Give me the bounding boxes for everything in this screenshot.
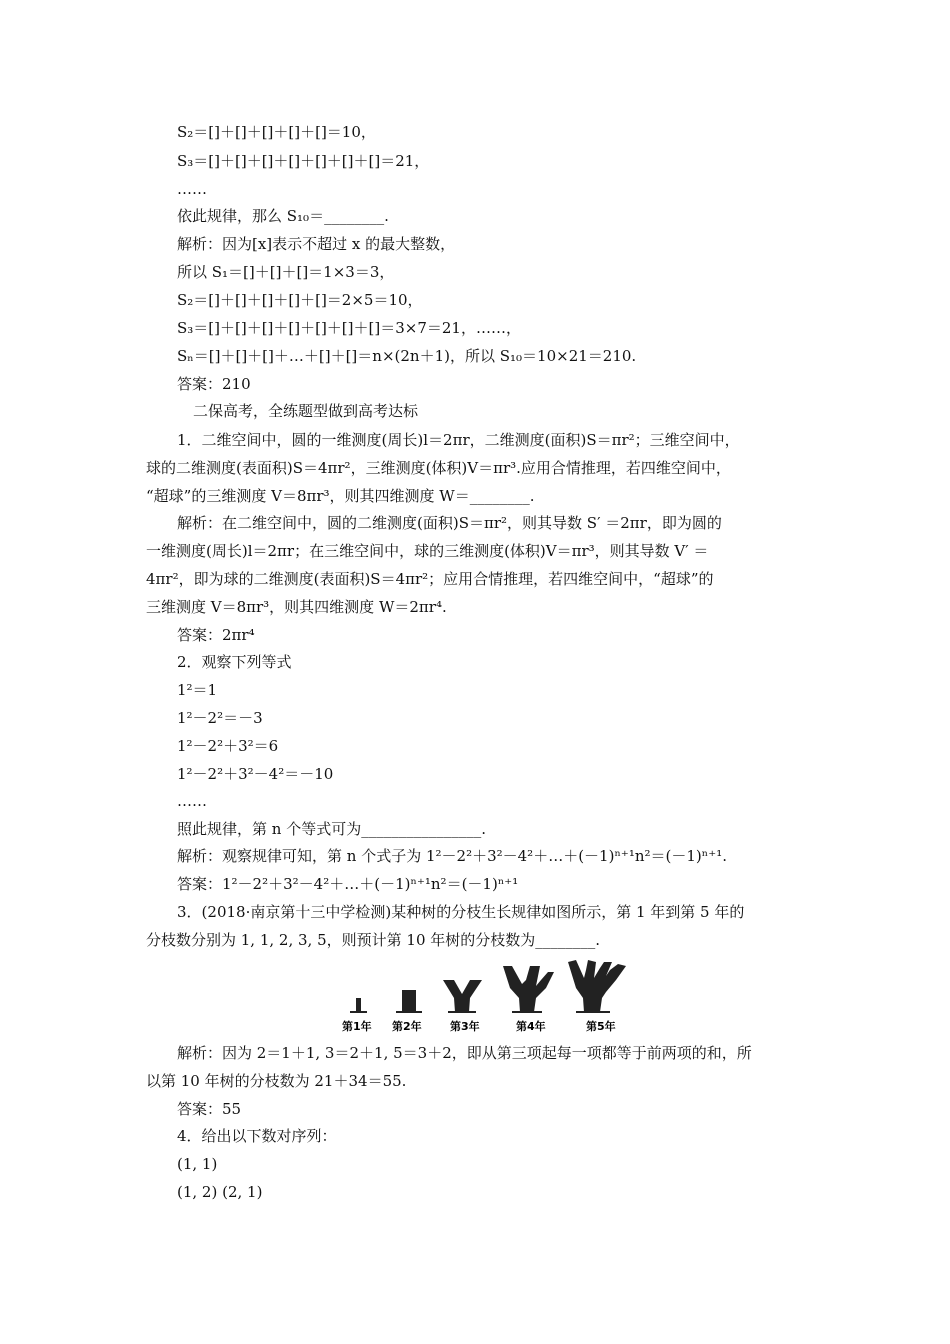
solution-2-line: 解析：观察规律可知，第 n 个式子为 1²－2²＋3²－4²＋…＋(－1)ⁿ⁺¹n²＝(－1)ⁿ⁺¹.	[177, 847, 727, 865]
solution-1-line: 4πr²，即为球的二维测度(表面积)S＝4πr²；应用合情推理，若四维空间中，“超球”的	[146, 570, 714, 588]
solution-1-line: 三维测度 V＝8πr³，则其四维测度 W＝2πr⁴.	[146, 598, 447, 616]
tree-year-4	[503, 966, 554, 1013]
figure-label-year-3: 第3年	[450, 1020, 480, 1033]
question-4-line: 4．给出以下数对序列：	[177, 1127, 337, 1145]
question-1-line: “超球”的三维测度 V＝8πr³，则其四维测度 W＝________.	[146, 487, 535, 505]
text-line: ……	[177, 180, 207, 198]
question-2-line: 2．观察下列等式	[177, 653, 292, 671]
equation-line: 1²－2²＋3²－4²＝－10	[177, 765, 334, 783]
equation-line: 1²＝1	[177, 681, 218, 699]
pair-sequence-line: (1, 1)	[177, 1155, 218, 1173]
tree-year-2	[396, 990, 422, 1013]
question-3-line: 分枝数分别为 1, 1, 2, 3, 5，则预计第 10 年树的分枝数为________.	[146, 931, 601, 949]
solution-1-line: 解析：在二维空间中，圆的二维测度(面积)S＝πr²，则其导数 S′ ＝2πr，即为圆的	[177, 514, 722, 532]
answer-line: 答案：2πr⁴	[177, 626, 255, 644]
equation-line: 1²－2²＝－3	[177, 709, 263, 727]
figure-label-year-1: 第1年	[342, 1020, 372, 1033]
figure-label-year-2: 第2年	[392, 1020, 422, 1033]
text-line: ……	[177, 792, 207, 810]
section-heading: 二保高考，全练题型做到高考达标	[193, 402, 419, 420]
answer-line: 答案：210	[177, 375, 251, 393]
text-line: S₃＝[]＋[]＋[]＋[]＋[]＋[]＋[]＝3×7＝21，……，	[177, 319, 521, 337]
figure-label-year-4: 第4年	[516, 1020, 546, 1033]
tree-year-5	[568, 960, 626, 1013]
answer-line: 答案：55	[177, 1100, 242, 1118]
solution-3-line: 以第 10 年树的分枝数为 21＋34＝55.	[146, 1072, 407, 1090]
question-3-line: 3．(2018·南京第十三中学检测)某种树的分枝生长规律如图所示，第 1 年到第 5 年的	[177, 903, 745, 921]
pair-sequence-line: (1, 2) (2, 1)	[177, 1183, 263, 1201]
text-line: S₃＝[]＋[]＋[]＋[]＋[]＋[]＋[]＝21，	[177, 152, 430, 170]
text-line: S₂＝[]＋[]＋[]＋[]＋[]＝10，	[177, 123, 376, 141]
solution-3-line: 解析：因为 2＝1＋1, 3＝2＋1, 5＝3＋2，即从第三项起每一项都等于前两项的和，所	[177, 1044, 752, 1062]
solution-1-line: 一维测度(周长)l＝2πr；在三维空间中，球的三维测度(体积)V＝πr³，则其导数 V′ ＝	[146, 542, 709, 560]
answer-line: 答案：1²－2²＋3²－4²＋…＋(－1)ⁿ⁺¹n²＝(－1)ⁿ⁺¹	[177, 875, 519, 893]
text-line: Sₙ＝[]＋[]＋[]＋…＋[]＋[]＝n×(2n＋1)，所以 S₁₀＝10×21＝210.	[177, 347, 637, 365]
question-2-line: 照此规律，第 n 个等式可为________________.	[177, 820, 486, 838]
text-line: 所以 S₁＝[]＋[]＋[]＝1×3＝3，	[177, 263, 395, 281]
text-line: 依此规律，那么 S₁₀＝________.	[177, 207, 389, 225]
tree-year-3	[443, 980, 482, 1013]
tree-year-1	[350, 998, 367, 1013]
tree-growth-figure	[340, 958, 640, 1036]
figure-label-year-5: 第5年	[586, 1020, 616, 1033]
text-line: 解析：因为[x]表示不超过 x 的最大整数，	[177, 235, 456, 253]
equation-line: 1²－2²＋3²＝6	[177, 737, 279, 755]
question-1-line: 球的二维测度(表面积)S＝4πr²，三维测度(体积)V＝πr³.应用合情推理，若四维空间中，	[146, 459, 731, 477]
question-1-line: 1．二维空间中，圆的一维测度(周长)l＝2πr，二维测度(面积)S＝πr²；三维空间中，	[177, 431, 740, 449]
text-line: S₂＝[]＋[]＋[]＋[]＋[]＝2×5＝10，	[177, 291, 423, 309]
